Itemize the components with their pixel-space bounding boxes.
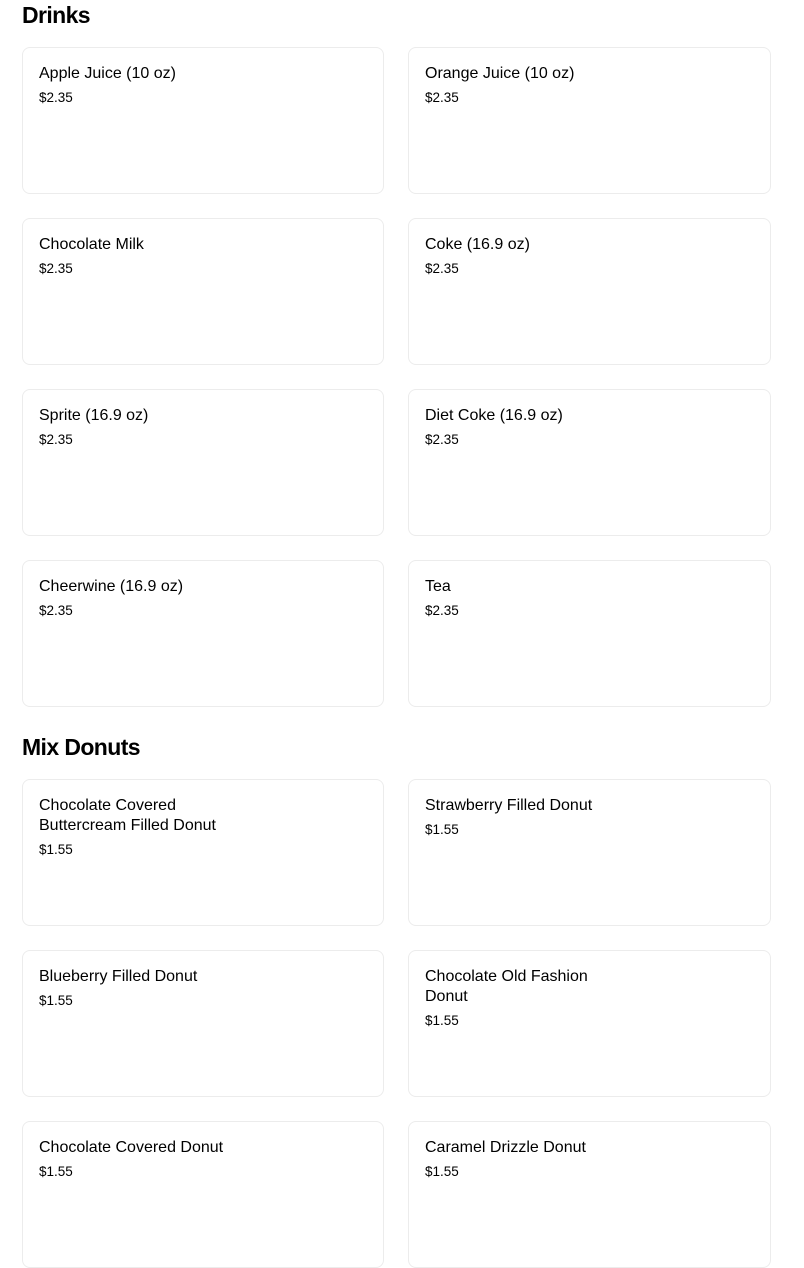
item-price: $1.55	[39, 842, 73, 857]
item-price: $2.35	[425, 90, 459, 105]
item-price: $1.55	[39, 1164, 73, 1179]
menu-item-card[interactable]	[22, 47, 384, 194]
item-name: Caramel Drizzle Donut	[425, 1139, 586, 1156]
item-name: Tea	[425, 578, 451, 595]
item-price: $1.55	[425, 822, 459, 837]
item-name: Chocolate Milk	[39, 236, 144, 253]
item-name: Sprite (16.9 oz)	[39, 407, 149, 424]
item-price: $1.55	[425, 1164, 459, 1179]
menu-item-card[interactable]	[22, 560, 384, 707]
item-name: Coke (16.9 oz)	[425, 236, 530, 253]
menu-item-card[interactable]	[408, 950, 771, 1097]
section-title-drinks: Drinks	[22, 2, 90, 28]
item-name: Cheerwine (16.9 oz)	[39, 578, 184, 595]
item-price: $1.55	[39, 993, 73, 1008]
menu-item-card[interactable]	[22, 389, 384, 536]
item-price: $1.55	[425, 1013, 459, 1028]
item-price: $2.35	[39, 432, 73, 447]
menu-item-card[interactable]	[408, 218, 771, 365]
item-name: Diet Coke (16.9 oz)	[425, 407, 563, 424]
drinks-item-grid	[22, 47, 771, 707]
mix-donuts-item-grid	[22, 779, 771, 1268]
item-name: Chocolate Covered Buttercream Filled Donut	[39, 797, 216, 834]
item-name: Strawberry Filled Donut	[425, 797, 593, 814]
item-price: $2.35	[39, 90, 73, 105]
menu-item-card[interactable]	[408, 47, 771, 194]
menu-item-card[interactable]	[408, 779, 771, 926]
item-price: $2.35	[39, 261, 73, 276]
item-name: Apple Juice (10 oz)	[39, 65, 176, 82]
menu-item-card[interactable]	[408, 560, 771, 707]
menu-item-card[interactable]	[22, 779, 384, 926]
item-name: Chocolate Old Fashion Donut	[425, 968, 588, 1005]
item-price: $2.35	[425, 432, 459, 447]
item-name: Orange Juice (10 oz)	[425, 65, 575, 82]
item-name: Chocolate Covered Donut	[39, 1139, 224, 1156]
item-name: Blueberry Filled Donut	[39, 968, 198, 985]
menu-item-card[interactable]	[22, 950, 384, 1097]
section-title-mix-donuts: Mix Donuts	[22, 734, 140, 760]
menu-item-card[interactable]	[408, 1121, 771, 1268]
item-price: $2.35	[425, 603, 459, 618]
item-price: $2.35	[425, 261, 459, 276]
menu-item-card[interactable]	[22, 218, 384, 365]
item-price: $2.35	[39, 603, 73, 618]
menu-item-card[interactable]	[408, 389, 771, 536]
menu-item-card[interactable]	[22, 1121, 384, 1268]
